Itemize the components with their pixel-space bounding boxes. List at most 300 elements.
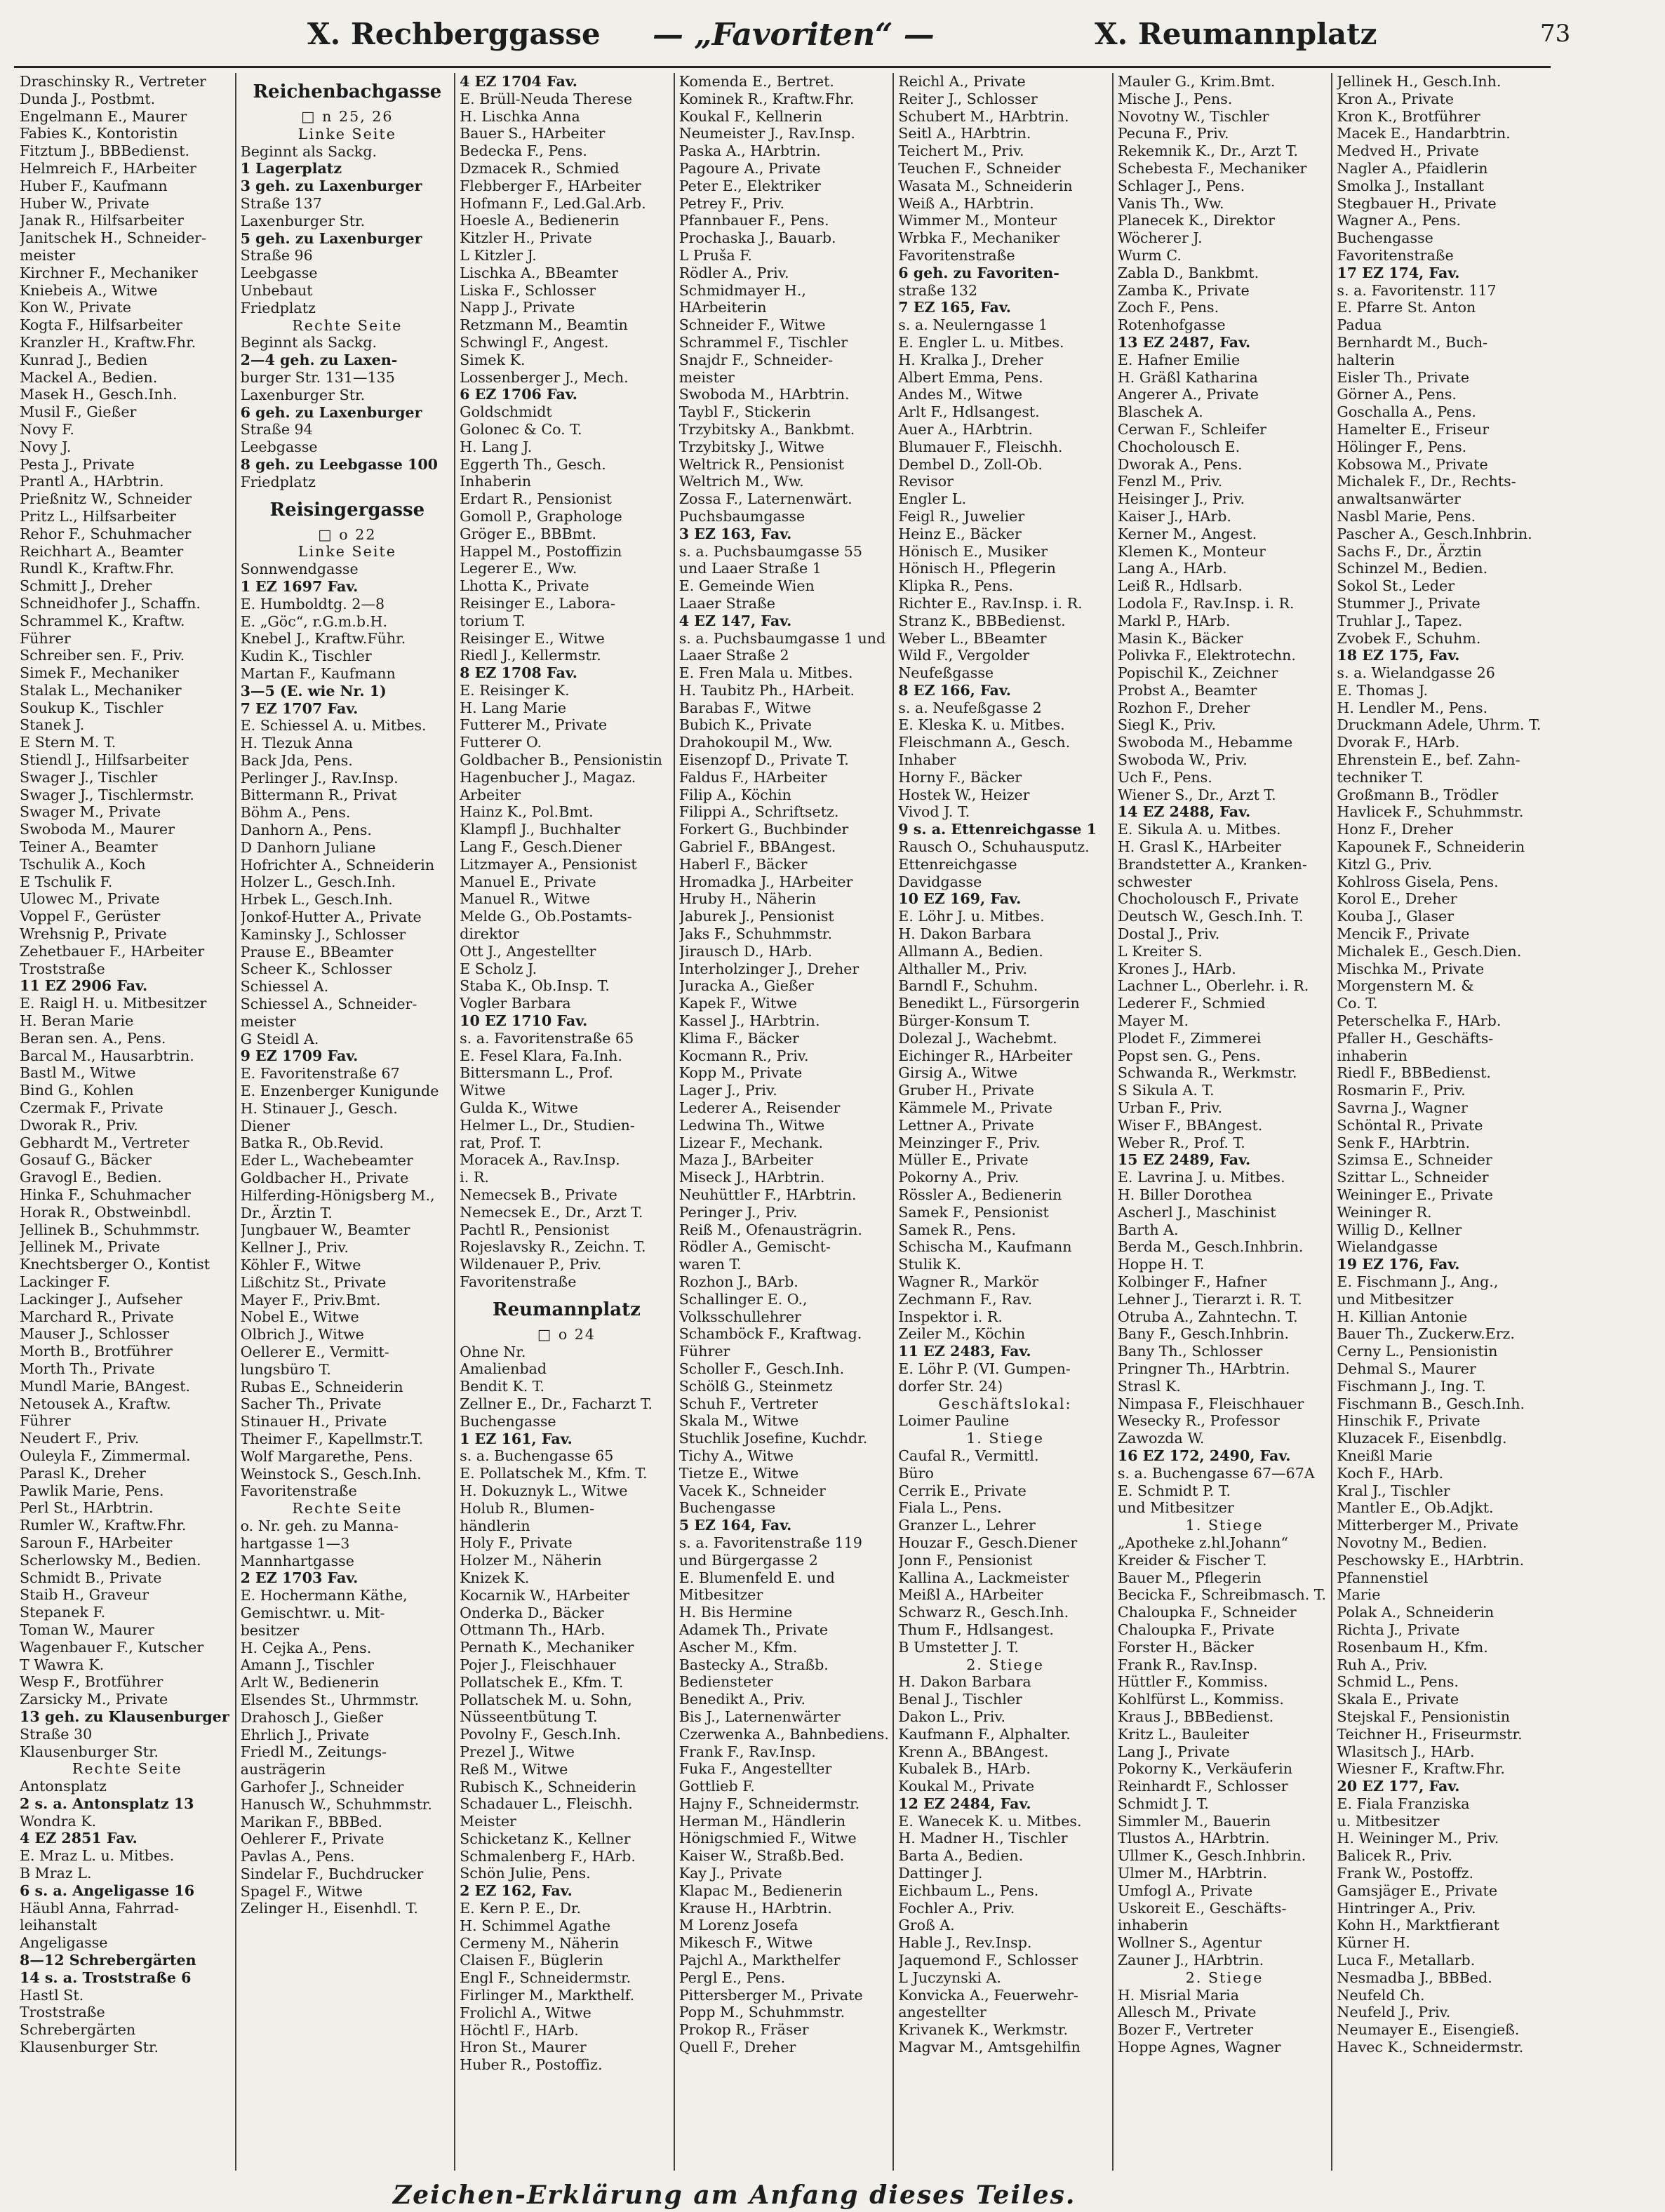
directory-entry: Holzer L., Gesch.Inh. [240, 873, 396, 891]
directory-entry: Bauer Th., Zuckerw.Erz. [1337, 1325, 1515, 1343]
directory-entry: Swager J., Tischlermstr. [20, 786, 194, 803]
directory-entry: Holzer M., Näherin [460, 1552, 602, 1569]
directory-entry: Sindelar F., Buchdrucker [240, 1865, 424, 1882]
directory-entry: Wlasitsch J., HArb. [1337, 1743, 1475, 1760]
directory-entry: Zechmann F., Rav. [898, 1290, 1033, 1308]
directory-entry: Zehetbauer F., HArbeiter [20, 942, 205, 960]
directory-entry: Klemen K., Monteur [1117, 542, 1266, 560]
directory-entry: H. Lendler M., Pens. [1337, 699, 1488, 716]
directory-entry: 9 EZ 1709 Fav. [240, 1047, 359, 1065]
directory-entry: Gravogl E., Bedien. [20, 1169, 162, 1186]
directory-entry: Buchengasse [1337, 229, 1433, 247]
directory-entry: Probst A., Beamter [1117, 681, 1257, 699]
directory-entry: Schneidhofer J., Schaffn. [20, 594, 201, 612]
directory-entry: Kaminsky J., Schlosser [240, 925, 406, 943]
directory-entry: H. Dakon Barbara [898, 1673, 1031, 1691]
directory-entry: Inhaberin [460, 473, 532, 490]
directory-entry: Paska A., HArbtrin. [678, 142, 821, 160]
directory-entry: Kouba J., Glaser [1337, 908, 1455, 925]
directory-entry: Pritz L., Hilfsarbeiter [20, 507, 176, 525]
directory-entry: 8 geh. zu Leebgasse 100 [240, 455, 438, 473]
directory-entry: Görner A., Pens. [1337, 386, 1457, 403]
directory-entry: Bauer M., Pflegerin [1117, 1569, 1262, 1586]
directory-entry: Kellner J., Priv. [240, 1239, 349, 1256]
directory-entry: Reisinger E., Labora- [460, 594, 615, 612]
directory-entry: Scherlowsky M., Bedien. [20, 1551, 201, 1569]
directory-entry: Stuchlik Josefine, Kuchdr. [678, 1430, 868, 1447]
directory-entry: 2. Stiege [1185, 1969, 1264, 1986]
directory-entry: Konvicka A., Feuerwehr- [898, 1986, 1078, 2004]
directory-entry: Arlt W., Bedienerin [240, 1674, 380, 1691]
directory-entry: Schlager J., Pens. [1117, 177, 1245, 194]
directory-entry: Rechte Seite [72, 1760, 182, 1778]
directory-entry: Teichner H., Friseurmstr. [1337, 1725, 1523, 1743]
directory-entry: Kon W., Private [20, 299, 131, 316]
directory-entry: H. Bis Hermine [678, 1604, 793, 1621]
directory-entry: Hofmann F., Led.Gal.Arb. [460, 194, 646, 212]
directory-entry: Barabas F., Witwe [678, 699, 812, 716]
directory-entry: Weltrick R., Pensionist [678, 455, 845, 473]
directory-entry: Hinka F., Schuhmacher [20, 1186, 191, 1203]
directory-entry: Hofrichter A., Schneiderin [240, 856, 435, 873]
directory-entry: Fabies K., Kontoristin [20, 125, 178, 142]
directory-entry: Meinzinger F., Priv. [898, 1134, 1041, 1151]
directory-entry: Fenzl M., Priv. [1117, 473, 1223, 490]
directory-entry: Großmann B., Trödler [1337, 786, 1499, 803]
directory-entry: E. Brüll-Neuda Therese [460, 90, 633, 107]
directory-entry: Kämmele M., Private [898, 1099, 1052, 1117]
directory-entry: Pollatschek M. u. Sohn, [460, 1691, 632, 1708]
directory-entry: Ohne Nr. [460, 1343, 526, 1360]
directory-entry: Skala E., Private [1337, 1691, 1459, 1708]
directory-entry: Barndl F., Schuhm. [898, 977, 1038, 995]
directory-entry: L Pruša F. [678, 246, 752, 264]
directory-entry: Macek E., Handarbtrin. [1337, 125, 1511, 142]
directory-entry: Nasbl Marie, Pens. [1337, 507, 1476, 525]
directory-entry: Lackinger J., Aufseher [20, 1290, 182, 1308]
directory-entry: Hoppe Agnes, Wagner [1117, 2039, 1281, 2056]
directory-entry: E. Fiala Franziska [1337, 1795, 1470, 1812]
directory-entry: Bittersmann L., Prof. [460, 1064, 613, 1082]
directory-entry: Reiß M., Ofenausträgrin. [678, 1221, 862, 1238]
directory-entry: Pajchl A., Markthelfer [678, 1952, 841, 1969]
directory-entry: Kral J., Tischler [1337, 1482, 1450, 1499]
directory-entry: Wielandgasse [1337, 1238, 1438, 1256]
directory-entry: E. Mraz L. u. Mitbes. [20, 1847, 175, 1865]
directory-entry: Kreider & Fischer T. [1117, 1551, 1267, 1569]
directory-entry: Meister [460, 1813, 516, 1830]
directory-entry: Lang J., Private [1117, 1743, 1230, 1760]
directory-entry: Kron K., Brotführer [1337, 107, 1480, 125]
directory-entry: Favoritenstraße [460, 1273, 577, 1290]
directory-entry: Weber L., BBeamter [898, 629, 1047, 647]
directory-entry: Schmidt B., Private [20, 1569, 162, 1586]
directory-entry: E. Raigl H. u. Mitbesitzer [20, 995, 207, 1012]
directory-entry: Zamba K., Private [1117, 281, 1250, 299]
directory-entry: Huber W., Private [20, 194, 149, 212]
directory-entry: Zabla D., Bankbmt. [1117, 264, 1259, 281]
directory-entry: Staba K., Ob.Insp. T. [460, 977, 610, 995]
directory-entry: Morth Th., Private [20, 1360, 155, 1377]
directory-entry: M Lorenz Josefa [678, 1917, 798, 1934]
directory-entry: B Mraz L. [20, 1865, 92, 1882]
directory-entry: Inhaber [898, 751, 956, 769]
directory-entry: Rausch O., Schuhausputz. [898, 838, 1090, 856]
directory-entry: Kritz L., Bauleiter [1117, 1725, 1249, 1743]
directory-entry: Klima F., Bäcker [678, 1029, 799, 1047]
directory-entry: Pecuna F., Priv. [1117, 125, 1229, 142]
directory-entry: E. Schiessel A. u. Mitbes. [240, 717, 427, 735]
directory-entry: Thum F., Hdlsangest. [898, 1621, 1054, 1638]
directory-entry: Beran sen. A., Pens. [20, 1029, 166, 1047]
directory-entry: Peter E., Elektriker [678, 177, 821, 194]
directory-entry: H. Kralka J., Dreher [898, 351, 1043, 368]
directory-entry: Witwe [460, 1082, 506, 1099]
directory-entry: Koch F., HArb. [1337, 1464, 1444, 1482]
directory-entry: 4 EZ 1704 Fav. [460, 73, 577, 90]
directory-entry: Lager J., Priv. [678, 1082, 777, 1099]
directory-entry: Hanusch W., Schuhmmstr. [240, 1795, 432, 1813]
directory-entry: Wiser F., BBAngest. [1117, 1116, 1263, 1134]
directory-entry: Juracka A., Gießer [678, 977, 814, 995]
directory-entry: Laaer Straße [678, 594, 775, 612]
directory-entry: Kopp M., Private [678, 1064, 803, 1082]
directory-entry: Pfannbauer F., Pens. [678, 212, 829, 229]
directory-entry: Dattinger J. [898, 1865, 983, 1882]
directory-entry: Caufal R., Vermittl. [898, 1447, 1039, 1464]
directory-entry: Fiala L., Pens. [898, 1499, 1002, 1517]
directory-entry: Deutsch W., Gesch.Inh. T. [1117, 908, 1304, 925]
directory-entry: Peringer J., Priv. [678, 1203, 798, 1221]
directory-entry: Stanek J. [20, 716, 85, 734]
directory-entry: s. a. Puchsbaumgasse 1 und [678, 629, 886, 647]
directory-entry: Unbebaut [240, 281, 313, 299]
directory-entry: Simek F., Mechaniker [20, 664, 179, 682]
directory-entry: Oellerer E., Vermitt- [240, 1343, 389, 1360]
directory-entry: Puchsbaumgasse [678, 507, 805, 525]
directory-entry: Kron A., Private [1337, 90, 1455, 107]
directory-entry: Jaburek J., Pensionist [678, 908, 834, 925]
directory-entry: Kominek R., Kraftw.Fhr. [678, 90, 855, 107]
directory-entry: Knechtsberger O., Kontist [20, 1256, 210, 1273]
directory-entry: Claisen F., Büglerin [460, 1952, 603, 1969]
directory-entry: Klausenburger Str. [20, 1743, 159, 1760]
directory-entry: Schrammel K., Kraftw. [20, 612, 185, 629]
directory-entry: meister [678, 368, 735, 386]
directory-entry: Inspektor i. R. [898, 1308, 1003, 1325]
directory-entry: Hüttler F., Kommiss. [1117, 1673, 1269, 1691]
directory-entry: Back Jda, Pens. [240, 751, 353, 769]
directory-entry: Gulda K., Witwe [460, 1099, 578, 1117]
directory-entry: Vanis Th., Ww. [1117, 194, 1224, 212]
directory-entry: Stiendl J., Hilfsarbeiter [20, 751, 189, 769]
directory-entry: Weininger R. [1337, 1203, 1432, 1221]
street-heading: Reumannplatz [492, 1299, 641, 1320]
directory-entry: Antonsplatz [20, 1778, 107, 1795]
directory-entry: Hagenbucher J., Magaz. [460, 768, 636, 786]
directory-entry: Moracek A., Rav.Insp. [460, 1151, 620, 1169]
directory-entry: Gabriel F., BBAngest. [678, 838, 836, 856]
directory-entry: s. a. Neulerngasse 1 [898, 316, 1048, 334]
directory-entry: Uch F., Pens. [1117, 768, 1212, 786]
directory-entry: Haberl F., Bäcker [678, 855, 808, 873]
directory-entry: E. Enzenberger Kunigunde [240, 1082, 439, 1100]
directory-entry: Favoritenstraße [1337, 246, 1454, 264]
directory-entry: und Mitbesitzer [1117, 1499, 1234, 1517]
directory-entry: Straße 30 [20, 1725, 93, 1743]
directory-entry: Jellinek B., Schuhmmstr. [20, 1221, 200, 1238]
directory-entry: Rössler A., Bedienerin [898, 1186, 1062, 1203]
directory-entry: H. Grasl K., HArbeiter [1117, 838, 1282, 856]
directory-entry: i. R. [460, 1169, 489, 1186]
directory-entry: Toman W., Maurer [20, 1621, 154, 1638]
directory-entry: Weininger E., Private [1337, 1186, 1493, 1203]
directory-entry: Popp M., Schuhmmstr. [678, 2004, 845, 2021]
directory-entry: E. Thomas J. [1337, 681, 1429, 699]
directory-entry: Ullmer K., Gesch.Inhbrin. [1117, 1847, 1306, 1865]
directory-entry: 11 EZ 2906 Fav. [20, 977, 148, 995]
directory-entry: Revisor [898, 473, 954, 490]
directory-entry: Hilferding-Hönigsberg M., [240, 1186, 435, 1204]
directory-entry: Savrna J., Wagner [1337, 1099, 1468, 1117]
directory-entry: Napp J., Private [460, 299, 575, 316]
directory-entry: Magvar M., Amtsgehilfin [898, 2039, 1081, 2056]
directory-entry: Filippi A., Schriftsetz. [678, 803, 839, 821]
directory-entry: Schwingl F., Angest. [460, 333, 609, 351]
directory-entry: Morth B., Brotführer [20, 1343, 173, 1360]
directory-entry: Dehmal S., Maurer [1337, 1360, 1476, 1377]
directory-entry: Sachs F., Dr., Ärztin [1337, 542, 1482, 560]
directory-column [454, 73, 674, 2171]
directory-entry: Otruba A., Zahntechn. T. [1117, 1308, 1298, 1325]
directory-entry: L Kitzler J. [460, 246, 537, 264]
directory-column [1112, 73, 1332, 2171]
directory-entry: 14 EZ 2488, Fav. [1117, 803, 1251, 821]
directory-entry: Szittar L., Schneider [1337, 1169, 1489, 1186]
directory-entry: Honz F., Dreher [1337, 821, 1453, 838]
directory-entry: 18 EZ 175, Fav. [1337, 647, 1460, 664]
directory-entry: und Bürgergasse 2 [678, 1551, 818, 1569]
directory-entry: E. Fesel Klara, Fa.Inh. [460, 1047, 622, 1064]
directory-entry: Kluzacek F., Eisenbdlg. [1337, 1430, 1507, 1447]
directory-entry: Ascher M., Kfm. [678, 1638, 798, 1656]
directory-entry: Bozer F., Vertreter [1117, 2021, 1254, 2039]
directory-entry: Arbeiter [460, 786, 521, 803]
directory-entry: H. Madner H., Tischler [898, 1830, 1068, 1847]
directory-entry: Hönisch H., Pflegerin [898, 560, 1056, 577]
directory-entry: Rubas E., Schneiderin [240, 1378, 403, 1395]
directory-entry: Nemecsek E., Dr., Arzt T. [460, 1203, 643, 1221]
directory-entry: Andes M., Witwe [898, 386, 1023, 403]
directory-entry: Garhofer J., Schneider [240, 1778, 404, 1795]
directory-entry: Hinschik F., Private [1337, 1412, 1480, 1430]
directory-entry: Engl F., Schneidermstr. [460, 1969, 631, 1987]
directory-entry: E. Blumenfeld E. und [678, 1569, 835, 1586]
directory-entry: Ulowec M., Private [20, 890, 160, 908]
directory-entry: Nobel E., Witwe [240, 1308, 359, 1326]
directory-entry: Pachtl R., Pensionist [460, 1221, 610, 1238]
directory-entry: dorfer Str. 24) [898, 1377, 1003, 1395]
directory-entry: Rosenbaum H., Kfm. [1337, 1638, 1488, 1656]
directory-entry: Luca F., Metallarb. [1337, 1952, 1476, 1969]
directory-entry: Dunda J., Postbmt. [20, 90, 156, 107]
directory-entry: E. Fischmann J., Ang., [1337, 1273, 1499, 1290]
directory-entry: Becicka F., Schreibmasch. T. [1117, 1586, 1327, 1604]
directory-entry: meister [20, 246, 76, 264]
street-heading: Reisingergasse [269, 499, 425, 521]
directory-entry: Müller E., Private [898, 1151, 1029, 1169]
directory-entry: Jirausch D., HArb. [678, 942, 813, 960]
directory-entry: Padua [1337, 316, 1382, 334]
directory-entry: Legerer E., Ww. [460, 560, 577, 577]
directory-entry: Peterschelka F., HArb. [1337, 1012, 1502, 1030]
directory-entry: Angerer A., Private [1117, 386, 1259, 403]
directory-entry: Schrebergärten [20, 2021, 136, 2039]
directory-entry: Eisler Th., Private [1337, 368, 1470, 386]
header-rule [14, 66, 1551, 68]
directory-entry: Goschalla A., Pens. [1337, 403, 1476, 421]
directory-entry: 13 geh. zu Klausenburger [20, 1708, 229, 1725]
directory-entry: Zossa F., Laternenwärt. [678, 490, 852, 508]
directory-entry: Straße 137 [240, 194, 322, 212]
page-number: 73 [1540, 20, 1571, 48]
directory-entry: 13 EZ 2487, Fav. [1117, 333, 1251, 351]
street-heading: Reichenbachgasse [253, 81, 442, 102]
directory-entry: 8—12 Schrebergärten [20, 1952, 196, 1969]
directory-entry: Friedplatz [240, 473, 316, 490]
directory-entry: Schrammel F., Tischler [678, 333, 848, 351]
directory-entry: Rotenhofgasse [1117, 316, 1226, 334]
directory-entry: Beginnt als Sackg. [240, 142, 377, 160]
directory-entry: H. Dokuznyk L., Witwe [460, 1482, 628, 1499]
directory-entry: Lachner L., Oberlehr. i. R. [1117, 977, 1309, 995]
directory-entry: E. Pollatschek M., Kfm. T. [460, 1465, 648, 1482]
directory-entry: Marikan F., BBBed. [240, 1813, 382, 1830]
directory-entry: Dolezal J., Wachebmt. [898, 1029, 1057, 1047]
directory-entry: Amalienbad [460, 1360, 547, 1378]
directory-entry: Kocmann R., Priv. [678, 1047, 809, 1064]
directory-entry: Schmid L., Pens. [1337, 1673, 1459, 1691]
directory-entry: Kallina A., Lackmeister [898, 1569, 1069, 1586]
directory-entry: Prantl A., HArbtrin. [20, 473, 164, 490]
directory-entry: Lossenberger J., Mech. [460, 368, 629, 386]
directory-entry: Rosmarin F., Priv. [1337, 1082, 1466, 1099]
directory-entry: Kaiser W., Straßb.Bed. [678, 1847, 845, 1865]
directory-entry: Hromadka J., HArbeiter [678, 873, 853, 890]
directory-entry: Troststraße [20, 2004, 105, 2021]
directory-entry: Reinhardt F., Schlosser [1117, 1778, 1288, 1795]
directory-entry: Perl St., HArbtrin. [20, 1499, 154, 1517]
directory-entry: Snajdr F., Schneider- [678, 351, 834, 368]
directory-entry: Feigl R., Juwelier [898, 507, 1025, 525]
directory-entry: 10 EZ 1710 Fav. [460, 1012, 588, 1030]
directory-entry: B Umstetter J. T. [898, 1638, 1019, 1656]
directory-entry: 2 EZ 162, Fav. [460, 1882, 573, 1900]
directory-entry: Amann J., Tischler [240, 1656, 374, 1674]
directory-entry: Auer A., HArbtrin. [898, 420, 1033, 438]
directory-entry: halterin [1337, 351, 1395, 368]
directory-entry: Stulik K. [898, 1256, 962, 1273]
directory-entry: E. Hafner Emilie [1117, 351, 1241, 368]
directory-entry: Geschäftslokal: [938, 1395, 1072, 1412]
directory-entry: Schwanda R., Werkmstr. [1117, 1064, 1297, 1082]
directory-entry: Schischa M., Kaufmann [898, 1238, 1072, 1256]
directory-entry: Wöcherer J. [1117, 229, 1203, 247]
directory-entry: Saroun F., HArbeiter [20, 1534, 173, 1551]
directory-entry: Klapac M., Bedienerin [678, 1882, 843, 1899]
directory-entry: Ulmer M., HArbtrin. [1117, 1865, 1267, 1882]
directory-entry: Köhler F., Witwe [240, 1256, 361, 1273]
directory-entry: Faldus F., HArbeiter [678, 768, 827, 786]
directory-entry: 17 EZ 174, Fav. [1337, 264, 1460, 281]
directory-entry: Pernath K., Mechaniker [460, 1639, 634, 1656]
directory-entry: Weber R., Prof. T. [1117, 1134, 1245, 1151]
directory-entry: Hruby H., Näherin [678, 890, 817, 908]
directory-entry: E. Fren Mala u. Mitbes. [678, 664, 853, 682]
directory-entry: Zellner E., Dr., Facharzt T. [460, 1395, 653, 1412]
directory-entry: Morgenstern M. & [1337, 977, 1474, 995]
directory-entry: Mauler G., Krim.Bmt. [1117, 73, 1276, 90]
directory-entry: Benedikt L., Fürsorgerin [898, 995, 1080, 1012]
directory-entry: Jaks F., Schuhmmstr. [678, 925, 833, 943]
directory-entry: H. Lang Marie [460, 699, 567, 716]
directory-entry: Prezel J., Witwe [460, 1743, 575, 1760]
directory-entry: Rechte Seite [292, 316, 403, 334]
directory-entry: Mische J., Pens. [1117, 90, 1233, 107]
directory-entry: Herman M., Händlerin [678, 1812, 846, 1830]
directory-entry: Dembel D., Zoll-Ob. [898, 455, 1043, 473]
directory-entry: Neumayer E., Eisengieß. [1337, 2021, 1520, 2039]
directory-entry: Leiß R., Hdlsarb. [1117, 577, 1243, 595]
directory-entry: 1 EZ 161, Fav. [460, 1430, 573, 1447]
directory-entry: Dworak R., Priv. [20, 1116, 138, 1134]
directory-entry: Soukup K., Tischler [20, 699, 163, 716]
directory-entry: Jellinek H., Gesch.Inh. [1337, 73, 1502, 90]
directory-entry: Hainz K., Pol.Bmt. [460, 803, 594, 821]
directory-entry: Medved H., Private [1337, 142, 1479, 160]
directory-entry: hartgasse 1—3 [240, 1534, 350, 1552]
directory-entry: Weiß A., HArbtrin. [898, 194, 1034, 212]
directory-entry: techniker T. [1337, 768, 1424, 786]
directory-entry: Führer [20, 1412, 71, 1430]
directory-entry: Zelinger H., Eisenhdl. T. [240, 1900, 418, 1917]
directory-entry: Simmler M., Bauerin [1117, 1812, 1271, 1830]
directory-entry: Neumeister J., Rav.Insp. [678, 125, 855, 142]
directory-entry: 16 EZ 172, 2490, Fav. [1117, 1447, 1291, 1464]
directory-entry: Ruh A., Priv. [1337, 1656, 1428, 1673]
directory-entry: Willig D., Kellner [1337, 1221, 1462, 1238]
directory-entry: Flebberger F., HArbeiter [460, 177, 642, 194]
directory-entry: Zauner J., HArbtrin. [1117, 1952, 1264, 1969]
directory-entry: Tlustos A., HArbtrin. [1117, 1830, 1270, 1847]
directory-entry: „Apotheke z.hl.Johann“ [1117, 1534, 1288, 1551]
directory-entry: Bendit K. T. [460, 1378, 545, 1395]
directory-entry: Knebel J., Kraftw.Führ. [240, 630, 406, 648]
directory-entry: Engelmann E., Maurer [20, 107, 187, 125]
directory-entry: Swager J., Tischler [20, 768, 158, 786]
directory-entry: Janitschek H., Schneider- [20, 229, 206, 247]
directory-entry: H. Stinauer J., Gesch. [240, 1099, 398, 1117]
directory-entry: inhaberin [1337, 1047, 1407, 1064]
directory-entry: Firlinger M., Markthelf. [460, 1987, 635, 2004]
directory-entry: Buchengasse [678, 1499, 776, 1517]
directory-entry: Lißchitz St., Private [240, 1273, 387, 1291]
directory-entry: Nesmadba J., BBBed. [1337, 1969, 1492, 1986]
directory-entry: Lederer A., Reisender [678, 1099, 841, 1117]
directory-entry: Stummer J., Private [1337, 594, 1480, 612]
directory-entry: Batka R., Ob.Revid. [240, 1134, 384, 1152]
directory-entry: Neuhüttler F., HArbtrin. [678, 1186, 857, 1203]
